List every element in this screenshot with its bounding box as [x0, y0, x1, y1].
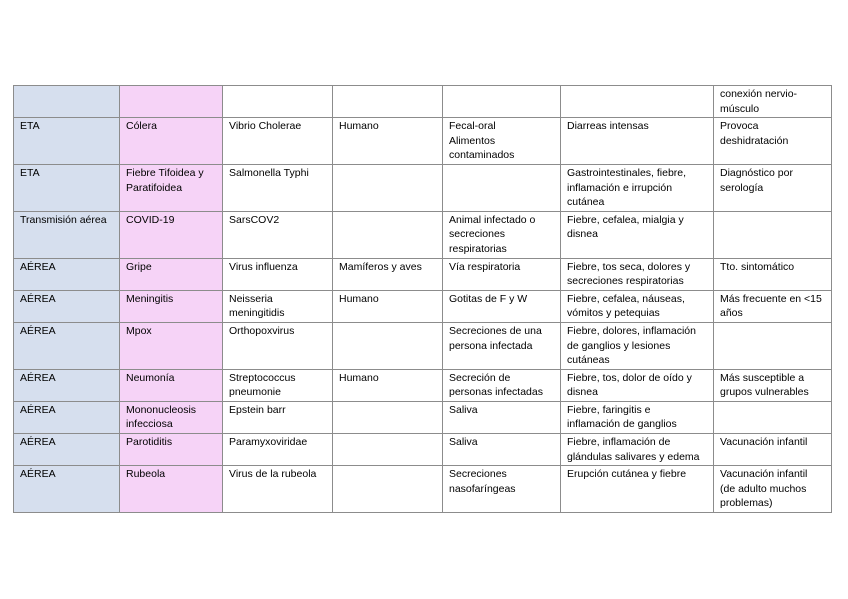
cell-agent [223, 369, 333, 401]
cell-agent [223, 86, 333, 118]
cell-transmission [443, 434, 561, 466]
cell-agent [223, 164, 333, 211]
cell-text: Parotiditis [126, 436, 173, 449]
cell-symptoms [561, 211, 714, 258]
cell-text: Secreción de personas infectadas [449, 371, 543, 399]
cell-text: Diagnóstico por serología [720, 166, 793, 194]
table-row [14, 86, 832, 118]
cell-agent [223, 258, 333, 290]
cell-text: SarsCOV2 [229, 213, 280, 226]
cell-symptoms [561, 369, 714, 401]
cell-transmission [443, 211, 561, 258]
cell-text: conexión nervio- músculo [720, 88, 798, 115]
table-row [14, 434, 832, 466]
cell-route [14, 322, 120, 369]
table-row [14, 211, 832, 258]
cell-notes [714, 290, 832, 322]
cell-disease [120, 466, 223, 513]
table-row [14, 290, 832, 322]
cell-notes [714, 401, 832, 433]
cell-text: Gotitas de F y W [449, 292, 528, 305]
cell-reservoir [333, 164, 443, 211]
cell-agent [223, 434, 333, 466]
cell-text: COVID-19 [126, 213, 175, 226]
cell-text: Mamíferos y aves [339, 260, 422, 273]
cell-transmission [443, 118, 561, 165]
cell-route [14, 118, 120, 165]
disease-table-body [14, 86, 832, 513]
cell-notes [714, 86, 832, 118]
cell-text: AÉREA [20, 436, 56, 449]
cell-notes [714, 322, 832, 369]
cell-text: Streptococcus pneumonie [229, 371, 296, 399]
cell-reservoir [333, 401, 443, 433]
cell-text: Vibrio Cholerae [229, 120, 302, 133]
cell-text: Rubeola [126, 468, 166, 481]
cell-text: Tto. sintomático [720, 260, 795, 273]
cell-notes [714, 118, 832, 165]
cell-disease [120, 434, 223, 466]
cell-text: AÉREA [20, 468, 56, 481]
cell-transmission [443, 401, 561, 433]
cell-text: Mpox [126, 324, 152, 337]
cell-reservoir [333, 86, 443, 118]
cell-text: Vacunación infantil (de adulto muchos problemas) [720, 468, 808, 510]
table-row [14, 258, 832, 290]
cell-route [14, 401, 120, 433]
cell-text: Provoca deshidratación [720, 120, 789, 147]
cell-text: Meningitis [126, 292, 174, 305]
disease-table [13, 85, 832, 513]
cell-agent [223, 118, 333, 165]
cell-text: Neisseria meningitidis [229, 292, 285, 320]
cell-agent [223, 466, 333, 513]
cell-reservoir [333, 322, 443, 369]
cell-agent [223, 401, 333, 433]
cell-route [14, 164, 120, 211]
table-row [14, 322, 832, 369]
cell-route [14, 258, 120, 290]
cell-text: Secreciones de una persona infectada [449, 324, 542, 352]
cell-reservoir [333, 434, 443, 466]
cell-notes [714, 258, 832, 290]
cell-text: Fiebre, inflamación de glándulas salivares y edema [567, 436, 700, 463]
cell-route [14, 290, 120, 322]
cell-route [14, 369, 120, 401]
cell-symptoms [561, 290, 714, 322]
cell-notes [714, 211, 832, 258]
cell-disease [120, 369, 223, 401]
cell-disease [120, 164, 223, 211]
cell-text: AÉREA [20, 324, 56, 337]
cell-text: Fiebre, cefalea, mialgia y disnea [567, 213, 684, 241]
cell-text: Fecal-oral Alimentos contaminados [449, 120, 515, 162]
cell-text: AÉREA [20, 292, 56, 305]
cell-text: AÉREA [20, 371, 56, 384]
cell-text: Fiebre, dolores, inflamación de ganglios y lesiones cutáneas [567, 324, 696, 367]
cell-agent [223, 211, 333, 258]
cell-text: ETA [20, 120, 40, 133]
cell-text: Epstein barr [229, 403, 286, 416]
cell-notes [714, 369, 832, 401]
cell-text: Vía respiratoria [449, 260, 521, 273]
cell-text: Secreciones nasofaríngeas [449, 468, 516, 495]
cell-text: Más susceptible a grupos vulnerables [720, 371, 809, 399]
cell-disease [120, 86, 223, 118]
cell-disease [120, 258, 223, 290]
cell-transmission [443, 258, 561, 290]
cell-disease [120, 211, 223, 258]
cell-text: Más frecuente en <15 años [720, 292, 822, 320]
cell-text: ETA [20, 166, 40, 179]
cell-disease [120, 322, 223, 369]
table-row [14, 466, 832, 513]
cell-notes [714, 434, 832, 466]
cell-transmission [443, 466, 561, 513]
cell-text: Gripe [126, 260, 152, 273]
cell-text: Fiebre, tos, dolor de oído y disnea [567, 371, 692, 399]
cell-route [14, 86, 120, 118]
cell-text: Cólera [126, 120, 157, 133]
cell-text: Vacunación infantil [720, 436, 808, 449]
cell-transmission [443, 164, 561, 211]
cell-text: Neumonía [126, 371, 175, 384]
cell-transmission [443, 86, 561, 118]
cell-symptoms [561, 164, 714, 211]
cell-transmission [443, 290, 561, 322]
cell-transmission [443, 369, 561, 401]
cell-route [14, 466, 120, 513]
cell-symptoms [561, 258, 714, 290]
cell-reservoir [333, 369, 443, 401]
cell-route [14, 211, 120, 258]
cell-symptoms [561, 118, 714, 165]
cell-text: AÉREA [20, 260, 56, 273]
cell-agent [223, 322, 333, 369]
cell-text: Transmisión aérea [20, 213, 107, 226]
cell-text: Orthopoxvirus [229, 324, 295, 337]
cell-notes [714, 164, 832, 211]
table-row [14, 118, 832, 165]
cell-disease [120, 290, 223, 322]
cell-text: Virus influenza [229, 260, 298, 273]
cell-text: Fiebre, cefalea, náuseas, vómitos y petequias [567, 292, 685, 320]
cell-text: Saliva [449, 436, 478, 449]
cell-agent [223, 290, 333, 322]
cell-disease [120, 118, 223, 165]
cell-reservoir [333, 258, 443, 290]
cell-text: Virus de la rubeola [229, 468, 317, 481]
table-row [14, 164, 832, 211]
cell-reservoir [333, 118, 443, 165]
cell-text: Gastrointestinales, fiebre, inflamación e irrupción cutánea [567, 166, 687, 209]
table-row [14, 401, 832, 433]
cell-symptoms [561, 86, 714, 118]
cell-reservoir [333, 466, 443, 513]
cell-text: Diarreas intensas [567, 120, 649, 133]
table-row [14, 369, 832, 401]
cell-text: AÉREA [20, 403, 56, 416]
cell-text: Erupción cutánea y fiebre [567, 468, 687, 481]
cell-text: Mononucleosis infecciosa [126, 403, 197, 431]
cell-text: Fiebre Tifoidea y Paratifoidea [126, 166, 204, 194]
cell-text: Fiebre, tos seca, dolores y secreciones respiratorias [567, 260, 691, 288]
cell-disease [120, 401, 223, 433]
cell-text: Humano [339, 371, 379, 384]
cell-text: Humano [339, 120, 379, 133]
cell-symptoms [561, 401, 714, 433]
cell-notes [714, 466, 832, 513]
cell-text: Paramyxoviridae [229, 436, 308, 449]
cell-reservoir [333, 290, 443, 322]
cell-text: Salmonella Typhi [229, 166, 309, 179]
cell-text: Humano [339, 292, 379, 305]
cell-text: Fiebre, faringitis e inflamación de ganglios [567, 403, 677, 431]
cell-text: Animal infectado o secreciones respiratorias [449, 213, 536, 255]
cell-symptoms [561, 466, 714, 513]
cell-route [14, 434, 120, 466]
cell-reservoir [333, 211, 443, 258]
cell-transmission [443, 322, 561, 369]
cell-symptoms [561, 434, 714, 466]
cell-text: Saliva [449, 403, 478, 416]
cell-symptoms [561, 322, 714, 369]
